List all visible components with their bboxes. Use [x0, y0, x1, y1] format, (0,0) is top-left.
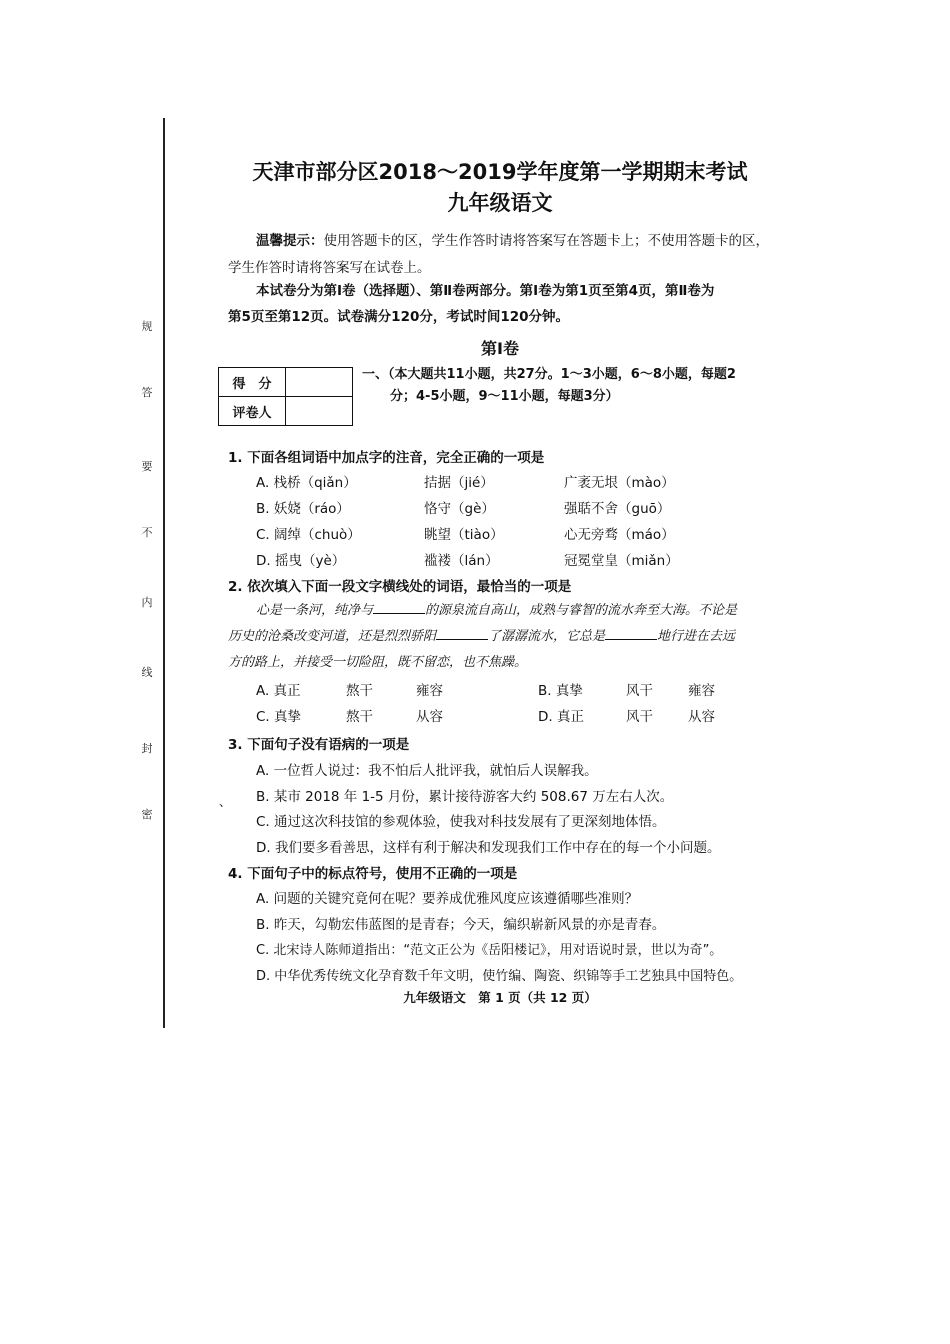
q1-option-b-word3: 强聒不舍（guō）	[564, 501, 671, 517]
q2-passage-line-3: 方的路上，并接受一切险阻，既不留恋，也不焦躁。	[228, 655, 528, 670]
binding-margin-line	[163, 118, 165, 1028]
margin-seal-char: 密	[141, 808, 153, 821]
structure-line-2: 第5页至第12页。试卷满分120分，考试时间120分钟。	[228, 309, 570, 325]
q2-option-a-1: A. 真正	[256, 683, 301, 699]
q3-option-b: B. 某市 2018 年 1-5 月份，累计接待游客大约 508.67 万左右人次。	[256, 789, 674, 805]
structure-line-1: 本试卷分为第Ⅰ卷（选择题）、第Ⅱ卷两部分。第Ⅰ卷为第1页至第4页，第Ⅱ卷为	[256, 283, 715, 299]
score-cell	[286, 368, 353, 397]
score-table	[218, 367, 353, 426]
q2-option-c-3: 从容	[416, 709, 443, 725]
part-description-line-1: 一、（本大题共11小题，共27分。1～3小题，6～8小题，每题2	[362, 367, 736, 382]
grader-label: 评卷人	[219, 397, 286, 426]
question-1-stem: 1. 下面各组词语中加点字的注音，完全正确的一项是	[228, 450, 545, 466]
q2-option-b-3: 雍容	[688, 683, 715, 699]
notice-label: 温馨提示：	[256, 233, 324, 249]
grader-cell	[286, 397, 353, 426]
q2-option-d-1: D. 真正	[538, 709, 584, 725]
q2-option-a-3: 雍容	[416, 683, 443, 699]
passage-text: 心是一条河，纯净与	[256, 603, 374, 618]
margin-seal-char: 规	[141, 320, 153, 333]
q3-option-a: A. 一位哲人说过：我不怕后人批评我，就怕后人误解我。	[256, 763, 598, 779]
exam-title: 天津市部分区2018～2019学年度第一学期期末考试	[252, 160, 748, 184]
margin-seal-char: 要	[141, 460, 153, 473]
margin-seal-char: 线	[141, 666, 153, 679]
q4-option-c: C. 北宋诗人陈师道指出：“范文正公为《岳阳楼记》，用对语说时景，世以为奇”。	[256, 943, 723, 958]
q1-option-c-word2: 眺望（tiào）	[424, 527, 504, 543]
question-4-stem: 4. 下面句子中的标点符号，使用不正确的一项是	[228, 866, 518, 882]
section-title: 第Ⅰ卷	[481, 339, 519, 358]
q2-passage-line-1	[256, 598, 781, 624]
scan-speck: 、	[219, 795, 232, 809]
question-3-stem: 3. 下面句子没有语病的一项是	[228, 737, 410, 753]
margin-seal-char: 封	[141, 742, 153, 755]
exam-subtitle: 九年级语文	[447, 191, 553, 215]
q2-option-d-3: 从容	[688, 709, 715, 725]
notice-text: 使用答题卡的区，学生作答时请将答案写在答题卡上；不使用答题卡的区，学生作答时请将答案写在试卷上。	[228, 233, 769, 276]
q1-option-d-word1: D. 摇曳（yè）	[256, 553, 346, 569]
q4-option-d: D. 中华优秀传统文化孕育数千年文明，使竹编、陶瓷、织锦等手工艺独具中国特色。	[256, 969, 743, 984]
score-label: 得 分	[219, 368, 286, 397]
q1-option-d-word2: 褴褛（lán）	[424, 553, 499, 569]
q1-option-c-word3: 心无旁骛（máo）	[564, 527, 675, 543]
q2-option-c-1: C. 真挚	[256, 709, 302, 725]
q1-option-a-word3: 广袤无垠（mào）	[564, 475, 675, 491]
q2-option-b-2: 风干	[626, 683, 653, 699]
q2-passage-line-2	[228, 624, 788, 650]
q3-option-d: D. 我们要多看善思，这样有利于解决和发现我们工作中存在的每一个小问题。	[256, 840, 721, 856]
q1-option-b-word1: B. 妖娆（ráo）	[256, 501, 350, 517]
margin-seal-char: 不	[141, 526, 153, 539]
question-2-stem: 2. 依次填入下面一段文字横线处的词语，最恰当的一项是	[228, 579, 572, 595]
fill-blank	[436, 627, 488, 640]
part-description-line-2: 分；4-5小题，9～11小题，每题3分）	[390, 389, 619, 404]
q4-option-a: A. 问题的关键究竟何在呢？要养成优雅风度应该遵循哪些准则？	[256, 891, 639, 907]
passage-text: 的源泉流自高山，成熟与睿智的流水奔至大海。不论是	[425, 603, 738, 618]
q2-option-d-2: 风干	[626, 709, 653, 725]
q2-option-c-2: 熬干	[346, 709, 373, 725]
q1-option-a-word2: 拮据（jié）	[424, 475, 494, 491]
margin-seal-char: 答	[141, 386, 153, 399]
q1-option-d-word3: 冠冕堂皇（miǎn）	[564, 553, 679, 569]
q2-option-a-2: 熬干	[346, 683, 373, 699]
passage-text: 地行进在去远	[657, 629, 736, 644]
q1-option-a-word1: A. 栈桥（qiǎn）	[256, 475, 357, 491]
passage-text: 历史的沧桑改变河道，还是烈烈骄阳	[228, 629, 437, 644]
q1-option-b-word2: 恪守（gè）	[424, 501, 495, 517]
q3-option-c: C. 通过这次科技馆的参观体验，使我对科技发展有了更深刻地体悟。	[256, 814, 666, 830]
page-footer: 九年级语文 第 1 页（共 12 页）	[403, 990, 597, 1005]
fill-blank	[605, 627, 657, 640]
q4-option-b: B. 昨天，勾勒宏伟蓝图的是青春；今天，编织崭新风景的亦是青春。	[256, 917, 666, 933]
q2-option-b-1: B. 真挚	[538, 683, 583, 699]
part-description	[362, 364, 782, 408]
margin-seal-char: 内	[141, 596, 153, 609]
notice-paragraph	[228, 228, 778, 282]
passage-text: 了潺潺流水，它总是	[488, 629, 606, 644]
q1-option-c-word1: C. 阔绰（chuò）	[256, 527, 361, 543]
fill-blank	[373, 601, 425, 614]
